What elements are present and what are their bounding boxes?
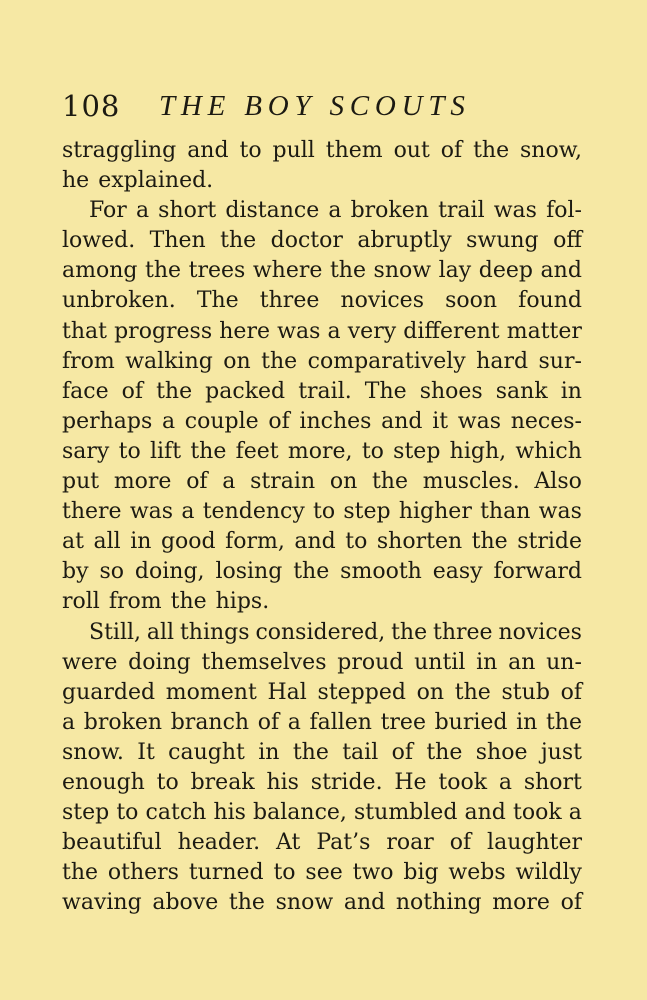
- word: form,: [225, 529, 285, 555]
- word: things: [179, 619, 250, 645]
- word: header.: [177, 830, 261, 856]
- word: shoes: [419, 378, 483, 404]
- word: stride.: [310, 769, 383, 795]
- word: three: [433, 619, 493, 645]
- word: nothing: [395, 890, 482, 916]
- word: the: [426, 739, 463, 765]
- word: Also: [534, 469, 582, 495]
- word: was: [277, 318, 321, 344]
- word: more: [113, 469, 172, 495]
- word: hips.: [215, 589, 270, 615]
- word: novices: [498, 619, 582, 645]
- word: in: [476, 649, 498, 675]
- word: that: [62, 318, 107, 344]
- word: more,: [287, 438, 353, 464]
- text-line: [62, 527, 582, 557]
- word: others: [107, 860, 179, 886]
- word: and: [540, 258, 582, 284]
- word: lay: [438, 258, 472, 284]
- word: to: [156, 769, 179, 795]
- word: guarded: [62, 679, 156, 705]
- word: the: [62, 860, 99, 886]
- word: muscles.: [422, 469, 520, 495]
- word: snow: [275, 890, 334, 916]
- word: webs: [448, 860, 506, 886]
- word: pull: [272, 138, 315, 163]
- word: a: [62, 709, 76, 735]
- word: the: [329, 258, 366, 284]
- word: fallen: [309, 709, 372, 735]
- text-line: [62, 347, 582, 377]
- word: short: [523, 769, 582, 795]
- text-line: [62, 648, 582, 678]
- word: short: [158, 198, 217, 224]
- word: trees: [188, 258, 246, 284]
- word: deep: [478, 258, 533, 284]
- word: two: [352, 860, 394, 886]
- text-line: [62, 798, 582, 828]
- word: his: [213, 800, 246, 826]
- text-line: [62, 226, 582, 256]
- word: roll: [62, 589, 100, 615]
- word: broken: [83, 709, 163, 735]
- word: on: [223, 348, 251, 374]
- word: was: [457, 408, 502, 434]
- word: snow: [373, 258, 432, 284]
- word: among: [62, 258, 138, 284]
- word: waving: [62, 890, 142, 916]
- word: all: [93, 529, 121, 555]
- word: of: [186, 469, 208, 495]
- word: tail: [342, 739, 379, 765]
- word: and: [343, 890, 386, 916]
- word: soon: [445, 288, 498, 314]
- text-line: [62, 858, 582, 888]
- word: from: [108, 589, 162, 615]
- word: doctor: [270, 228, 343, 254]
- word: doing,: [134, 559, 205, 585]
- text-line: [62, 768, 582, 798]
- word: balance,: [253, 800, 347, 826]
- word: novices: [340, 288, 424, 314]
- word: step: [62, 800, 110, 826]
- page-number: 108: [62, 89, 121, 123]
- word: tree: [380, 709, 426, 735]
- word: it: [432, 408, 449, 434]
- word: and: [187, 138, 229, 163]
- word: turned: [188, 860, 264, 886]
- word: un-: [546, 649, 582, 675]
- text-line: [62, 377, 582, 407]
- word: the: [471, 529, 508, 555]
- word: of: [449, 830, 472, 856]
- word: Still,: [89, 619, 142, 645]
- word: branch: [170, 709, 250, 735]
- word: of: [560, 679, 582, 705]
- text-line: [62, 136, 582, 166]
- word: buried: [434, 709, 508, 735]
- word: good: [160, 529, 216, 555]
- word: caught: [168, 739, 245, 765]
- word: perhaps: [62, 408, 153, 434]
- word: of: [391, 739, 413, 765]
- word: packed: [205, 378, 286, 404]
- word: a: [161, 408, 176, 434]
- word: of: [257, 709, 280, 735]
- word: out: [393, 138, 430, 163]
- word: abruptly: [357, 228, 452, 254]
- word: very: [347, 318, 397, 344]
- word: took: [438, 769, 488, 795]
- text-line: [62, 618, 582, 648]
- word: an: [508, 649, 536, 675]
- word: so: [99, 559, 124, 585]
- word: and: [381, 408, 423, 434]
- word: forward: [493, 559, 582, 585]
- word: hard: [476, 348, 529, 374]
- word: broken: [350, 198, 429, 224]
- word: until: [414, 649, 466, 675]
- text-line: [62, 497, 582, 527]
- word: proud: [337, 649, 404, 675]
- text-line: [62, 407, 582, 437]
- text-line: [62, 196, 582, 226]
- word: progress: [114, 318, 213, 344]
- word: The: [196, 288, 239, 314]
- word: than: [480, 499, 531, 525]
- word: Pat’s: [316, 830, 371, 856]
- word: couple: [184, 408, 259, 434]
- word: strain: [250, 469, 316, 495]
- text-line: [62, 286, 582, 316]
- word: on: [416, 679, 445, 705]
- word: above: [152, 890, 219, 916]
- word: them: [325, 138, 383, 163]
- word: wildly: [515, 860, 582, 886]
- word: comparatively: [307, 348, 466, 374]
- word: off: [553, 228, 582, 254]
- word: on: [329, 469, 358, 495]
- text-line: [62, 708, 582, 738]
- word: easy: [432, 559, 483, 585]
- word: stub: [501, 679, 550, 705]
- word: stride: [517, 529, 582, 555]
- text-line: [62, 888, 582, 918]
- word: which: [515, 438, 582, 464]
- word: break: [190, 769, 255, 795]
- word: the: [190, 438, 227, 464]
- word: shoe: [475, 739, 528, 765]
- text-line: [62, 437, 582, 467]
- word: neces-: [510, 408, 582, 434]
- word: the: [170, 589, 207, 615]
- word: laughter: [487, 830, 582, 856]
- word: face: [62, 378, 109, 404]
- word: sary: [62, 438, 110, 464]
- word: three: [259, 288, 320, 314]
- word: a: [181, 499, 195, 525]
- word: the: [293, 559, 330, 585]
- word: to: [361, 438, 384, 464]
- word: stumbled: [354, 800, 458, 826]
- word: by: [62, 559, 89, 585]
- word: straggling: [62, 138, 177, 163]
- word: of: [121, 378, 144, 404]
- word: matter: [506, 318, 582, 344]
- word: the: [391, 619, 428, 645]
- word: there: [62, 499, 122, 525]
- word: a: [328, 198, 342, 224]
- word: and: [464, 800, 506, 826]
- word: At: [276, 830, 301, 856]
- word: in: [560, 378, 582, 404]
- word: walking: [125, 348, 213, 374]
- word: roar: [386, 830, 434, 856]
- word: a: [568, 800, 582, 826]
- word: took: [513, 800, 562, 826]
- word: The: [364, 378, 407, 404]
- word: to: [345, 529, 368, 555]
- text-line: [62, 587, 582, 617]
- word: the: [371, 469, 408, 495]
- word: see: [305, 860, 343, 886]
- word: a: [135, 198, 150, 224]
- word: He: [394, 769, 427, 795]
- word: was: [538, 499, 582, 525]
- word: to: [116, 800, 139, 826]
- word: a: [222, 469, 236, 495]
- word: a: [327, 318, 341, 344]
- word: of: [268, 408, 290, 434]
- text-line: [62, 166, 582, 196]
- text-line: [62, 678, 582, 708]
- word: put: [62, 469, 100, 495]
- word: different: [403, 318, 500, 344]
- word: the: [228, 890, 265, 916]
- word: trail.: [298, 378, 352, 404]
- word: of: [440, 138, 463, 163]
- text-line: [62, 738, 582, 768]
- word: step: [393, 438, 441, 464]
- word: stepped: [317, 679, 406, 705]
- text-line: [62, 256, 582, 286]
- word: the: [473, 138, 510, 163]
- word: in: [130, 529, 152, 555]
- word: the: [454, 679, 491, 705]
- word: just: [540, 739, 582, 765]
- word: he: [62, 168, 90, 194]
- word: more: [492, 890, 550, 916]
- word: high,: [449, 438, 507, 464]
- word: to: [313, 499, 336, 525]
- word: tendency: [202, 499, 305, 525]
- word: was: [129, 499, 174, 525]
- running-head: [62, 86, 582, 126]
- word: beautiful: [62, 830, 162, 856]
- word: here: [219, 318, 270, 344]
- text-line: [62, 467, 582, 497]
- word: his: [266, 769, 299, 795]
- word: trail: [438, 198, 485, 224]
- text-line: [62, 317, 582, 347]
- word: sank: [495, 378, 548, 404]
- word: the: [545, 709, 582, 735]
- word: in: [258, 739, 280, 765]
- text-line: [62, 828, 582, 858]
- word: moment: [165, 679, 257, 705]
- word: step: [343, 499, 391, 525]
- word: feet: [235, 438, 279, 464]
- word: the: [261, 348, 298, 374]
- word: was: [493, 198, 537, 224]
- running-title: THE BOY SCOUTS: [159, 90, 471, 122]
- word: of: [560, 890, 582, 916]
- word: smooth: [340, 559, 422, 585]
- word: For: [89, 198, 127, 224]
- word: where: [252, 258, 323, 284]
- word: and: [294, 529, 336, 555]
- word: catch: [145, 800, 207, 826]
- body-text: [62, 136, 582, 918]
- word: fol-: [546, 198, 582, 224]
- word: swung: [466, 228, 539, 254]
- word: distance: [225, 198, 320, 224]
- word: found: [518, 288, 582, 314]
- word: big: [403, 860, 439, 886]
- word: themselves: [201, 649, 327, 675]
- word: shorten: [376, 529, 463, 555]
- word: the: [292, 739, 329, 765]
- word: to: [273, 860, 296, 886]
- word: lift: [149, 438, 182, 464]
- word: enough: [62, 769, 145, 795]
- word: a: [498, 769, 513, 795]
- word: the: [220, 228, 257, 254]
- word: losing: [215, 559, 283, 585]
- word: It: [137, 739, 155, 765]
- word: considered,: [255, 619, 386, 645]
- word: unbroken.: [62, 288, 176, 314]
- word: from: [62, 348, 115, 374]
- word: at: [62, 529, 84, 555]
- word: to: [239, 138, 262, 163]
- word: explained.: [98, 168, 214, 194]
- word: lowed.: [62, 228, 136, 254]
- word: were: [62, 649, 118, 675]
- word: Hal: [267, 679, 307, 705]
- word: inches: [299, 408, 372, 434]
- word: to: [118, 438, 141, 464]
- word: sur-: [538, 348, 582, 374]
- word: higher: [398, 499, 472, 525]
- word: snow.: [62, 739, 124, 765]
- word: snow,: [520, 138, 582, 163]
- word: the: [156, 378, 193, 404]
- text-line: [62, 557, 582, 587]
- word: in: [516, 709, 538, 735]
- word: all: [146, 619, 175, 645]
- word: Then: [149, 228, 206, 254]
- word: the: [145, 258, 182, 284]
- word: a: [287, 709, 301, 735]
- word: doing: [128, 649, 191, 675]
